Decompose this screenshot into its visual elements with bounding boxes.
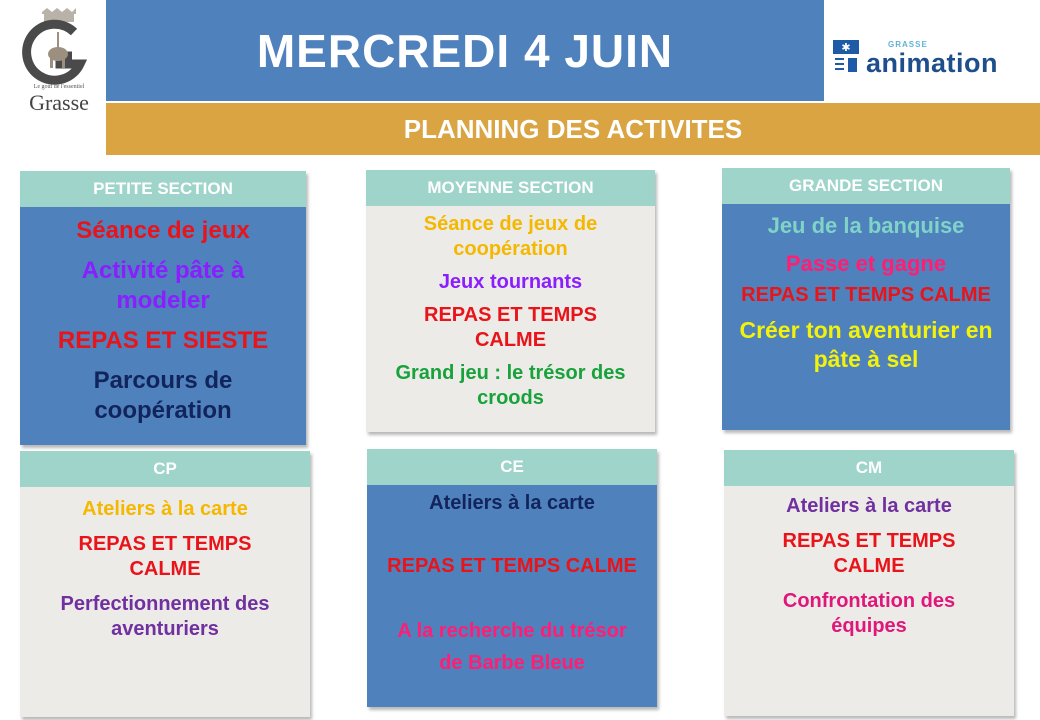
panel-title: GRANDE SECTION — [722, 168, 1010, 204]
activity-item: Ateliers à la carte — [429, 492, 595, 514]
activity-item: Parcours de coopération — [93, 367, 233, 424]
activity-item: Jeux tournants — [438, 271, 583, 293]
panel-cp — [20, 451, 310, 717]
activity-item: Passe et gagne — [785, 250, 947, 276]
activity-item: Jeu de la banquise — [767, 213, 965, 238]
activity-item: Perfectionnement des aventuriers — [60, 593, 270, 640]
activity-item: Ateliers à la carte — [786, 495, 952, 517]
panel-grande-section — [722, 168, 1010, 430]
panel-title: MOYENNE SECTION — [366, 170, 655, 206]
subtitle-band — [106, 103, 1040, 155]
panel-body — [20, 487, 310, 717]
activity-item: Séance de jeux de coopération — [423, 213, 598, 260]
page-title: MERCREDI 4 JUIN — [256, 24, 674, 77]
panel-ce — [367, 449, 657, 707]
activity-item: Séance de jeux — [76, 217, 250, 244]
panel-body — [367, 485, 657, 707]
panel-title: CE — [367, 449, 657, 485]
animation-logo-small-text: GRASSE — [888, 40, 928, 49]
activity-item: Créer ton aventurier en pâte à sel — [739, 317, 993, 372]
activity-item: Activité pâte à modeler — [81, 257, 245, 314]
activity-item: Grand jeu : le trésor des croods — [395, 362, 626, 409]
page-subtitle: PLANNING DES ACTIVITES — [403, 113, 743, 144]
activity-item: REPAS ET TEMPS CALME — [387, 555, 637, 577]
activity-item: Ateliers à la carte — [82, 498, 248, 520]
activity-item: REPAS ET SIESTE — [57, 327, 269, 354]
panel-body — [366, 206, 655, 432]
panel-body — [724, 486, 1014, 716]
animation-logo-text: animation — [866, 48, 999, 78]
panel-title: PETITE SECTION — [20, 171, 306, 207]
panel-body — [20, 207, 306, 445]
city-tagline: Le goût de l'essentiel — [33, 84, 85, 90]
activity-item: A la recherche du trésor de Barbe Bleue — [397, 620, 627, 674]
grasse-city-logo — [14, 8, 104, 115]
panel-petite-section — [20, 171, 306, 445]
panel-cm — [724, 450, 1014, 716]
caf-logo — [833, 40, 859, 80]
panel-title: CP — [20, 451, 310, 487]
city-name: Grasse — [29, 90, 89, 115]
activity-item: REPAS ET TEMPS CALME — [424, 304, 597, 351]
crown-g-emblem-icon — [14, 8, 104, 88]
grasse-animation-logo — [866, 40, 1028, 84]
activity-item: REPAS ET TEMPS CALME — [782, 530, 956, 577]
panel-moyenne-section — [366, 170, 655, 432]
panel-title: CM — [724, 450, 1014, 486]
snowflake-icon — [833, 40, 859, 80]
activity-item: REPAS ET TEMPS CALME — [741, 284, 991, 306]
activity-item: REPAS ET TEMPS CALME — [78, 533, 252, 580]
title-band — [106, 0, 824, 101]
activity-item: Confrontation des équipes — [782, 590, 956, 637]
svg-text:✱: ✱ — [841, 41, 851, 54]
panel-body — [722, 204, 1010, 430]
